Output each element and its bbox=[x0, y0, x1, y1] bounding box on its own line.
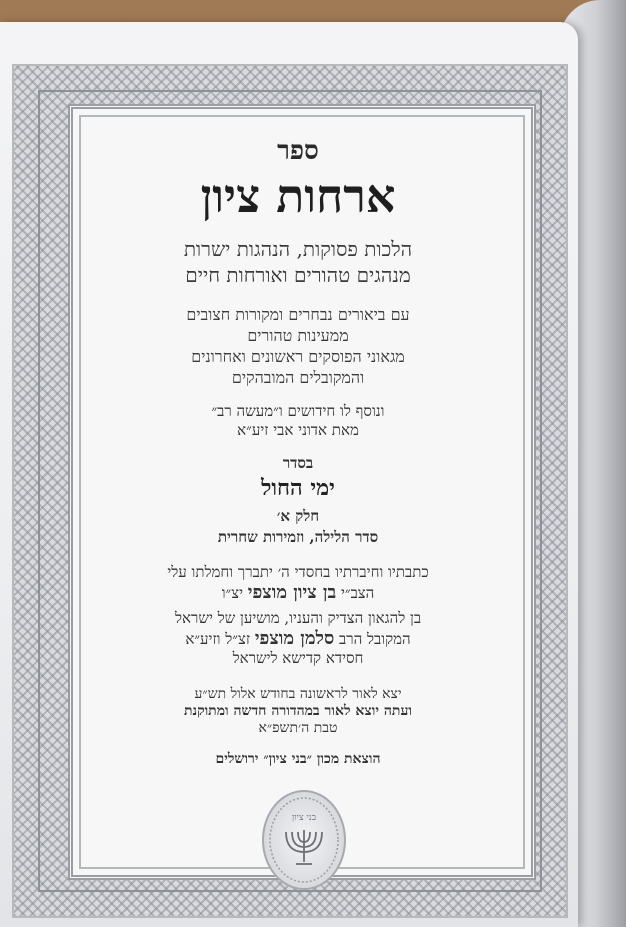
order-label: בסדר bbox=[282, 454, 314, 472]
title-page-content bbox=[80, 118, 516, 768]
book-label: ספר bbox=[277, 136, 319, 166]
menorah-icon bbox=[264, 792, 344, 888]
emblem-text: בני ציון bbox=[291, 813, 317, 823]
author-name: בן ציון מוצפי bbox=[247, 582, 337, 603]
description-line: והמקובלים המובהקים bbox=[231, 368, 365, 387]
father-name: סלמן מוצפי bbox=[254, 628, 335, 649]
publication-line: יצא לאור לראשונה בחודש אלול תש״ע bbox=[194, 686, 402, 702]
subtitle-line: הלכות פסוקות, הנהגות ישרות bbox=[183, 237, 413, 261]
addition-line: ונוסף לו חידושים ו״מעשה רב״ bbox=[211, 402, 385, 420]
publication-line: טבת ה׳תשפ״א bbox=[258, 720, 338, 736]
description-line: עם ביאורים נבחרים ומקורות חצובים bbox=[186, 305, 410, 324]
father-line: בן להגאון הצדיק והעניו, מושיען של ישראל bbox=[174, 609, 422, 627]
part-subtitle: סדר הלילה, וזמירות שחרית bbox=[217, 528, 379, 546]
author-suffix: יצ״ו bbox=[221, 584, 244, 602]
description-line: ממעינות טהורים bbox=[247, 326, 349, 345]
father-name-line bbox=[80, 628, 516, 649]
author-name-line bbox=[80, 582, 516, 603]
publisher-line: הוצאת מכון ״בני ציון״ ירושלים bbox=[215, 751, 381, 767]
father-suffix: זצ״ל וזיע״א bbox=[185, 630, 251, 648]
subtitle-line: מנהגים טהורים ואורחות חיים bbox=[185, 263, 411, 287]
father-title-line: חסידא קדישא לישראל bbox=[232, 649, 364, 667]
description-line: מגאוני הפוסקים ראשונים ואחרונים bbox=[191, 347, 405, 366]
publication-line: ועתה יוצא לאור במהדורה חדשה ומתוקנת bbox=[184, 703, 412, 719]
author-line: כתבתיו וחיברתיו בחסדי ה׳ יתברך וחמלתו עלי bbox=[167, 563, 429, 581]
book-title: ארחות ציון bbox=[200, 169, 396, 223]
father-prefix: המקובל הרב bbox=[339, 630, 411, 648]
menorah-emblem bbox=[262, 790, 346, 890]
section-title: ימי החול bbox=[261, 475, 335, 501]
part-label: חלק א׳ bbox=[276, 507, 320, 525]
author-prefix: הצב״י bbox=[340, 584, 375, 602]
addition-line: מאת אדוני אבי זיע״א bbox=[237, 421, 359, 439]
